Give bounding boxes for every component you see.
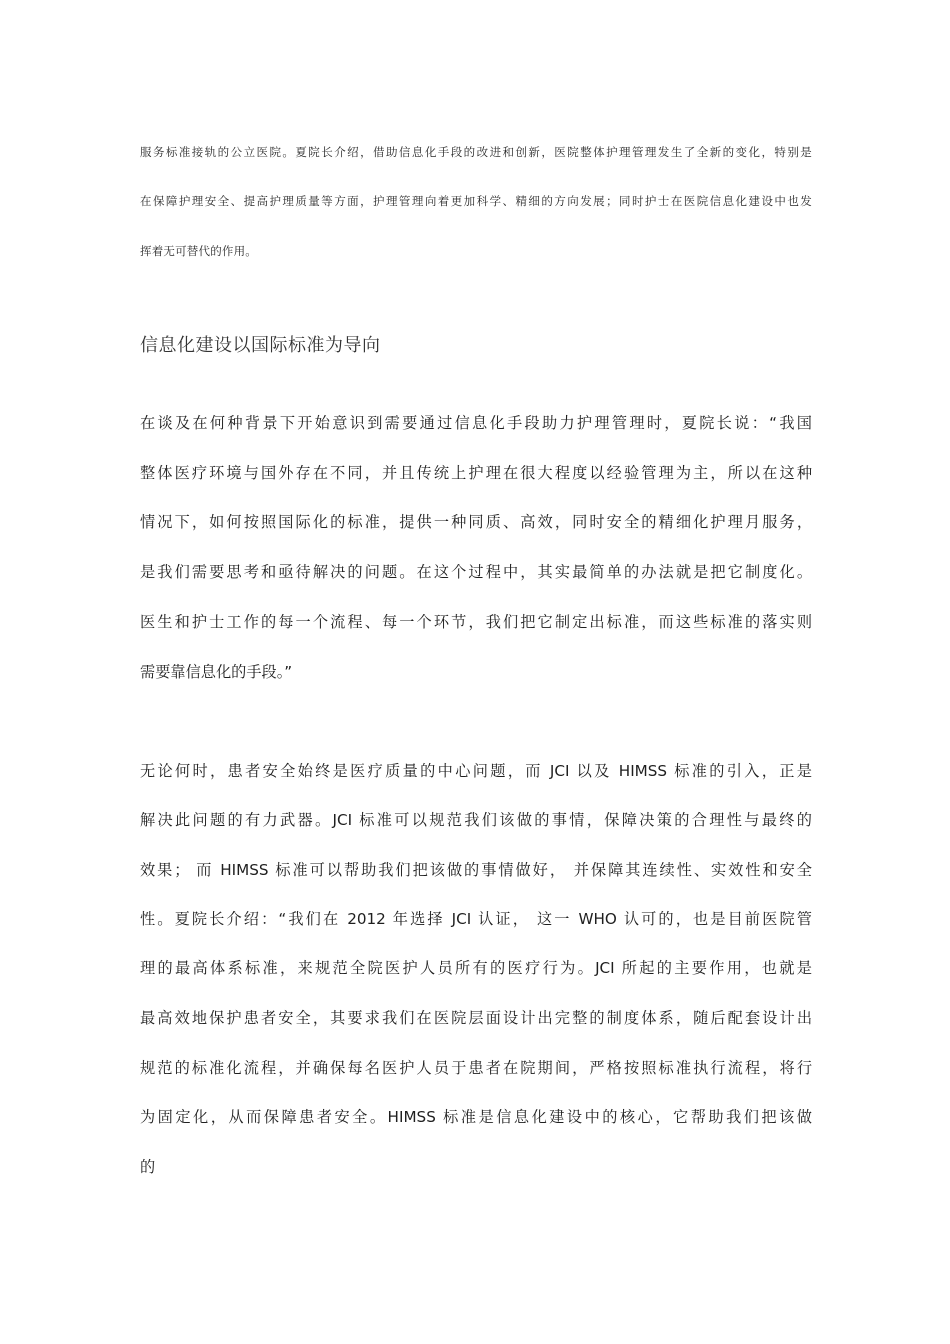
paragraph1-line-6: 需要靠信息化的手段。” — [140, 663, 293, 681]
paragraph1-line-3: 情况下，如何按照国际化的标准，提供一种同质、高效，同时安全的精细化护理月服务， — [140, 513, 812, 531]
paragraph1-line-2: 整体医疗环境与国外存在不同，并且传统上护理在很大程度以经验管理为主，所以在这种 — [140, 464, 812, 482]
paragraph2-line-4: 性。夏院长介绍：“我们在 2012 年选择 JCI 认证， 这一 WHO 认可的，也是目前医院管 — [140, 910, 812, 928]
paragraph2-line-7: 规范的标准化流程，并确保每名医护人员于患者在院期间，严格按照标准执行流程，将行 — [140, 1059, 812, 1077]
paragraph2-line-2: 解决此问题的有力武器。JCI 标准可以规范我们该做的事情，保障决策的合理性与最终的 — [140, 811, 812, 829]
section-heading: 信息化建设以国际标准为导向 — [140, 335, 381, 356]
intro-line-1: 服务标准接轨的公立医院。夏院长介绍，借助信息化手段的改进和创新，医院整体护理管理发生了全新的变化，特别是 — [140, 145, 812, 159]
intro-line-2: 在保障护理安全、提高护理质量等方面，护理管理向着更加科学、精细的方向发展；同时护士在医院信息化建设中也发 — [140, 194, 812, 208]
paragraph1-line-1: 在谈及在何种背景下开始意识到需要通过信息化手段助力护理管理时，夏院长说：“我国 — [140, 414, 812, 432]
paragraph2-line-9: 的 — [140, 1158, 156, 1176]
intro-line-3: 挥着无可替代的作用。 — [140, 244, 257, 258]
paragraph1-line-4: 是我们需要思考和亟待解决的问题。在这个过程中，其实最简单的办法就是把它制度化。 — [140, 563, 812, 581]
paragraph2-line-5: 理的最高体系标准，来规范全院医护人员所有的医疗行为。JCI 所起的主要作用，也就是 — [140, 959, 812, 977]
paragraph2-line-8: 为固定化，从而保障患者安全。HIMSS 标准是信息化建设中的核心，它帮助我们把该做 — [140, 1108, 812, 1126]
paragraph1-line-5: 医生和护士工作的每一个流程、每一个环节，我们把它制定出标准，而这些标准的落实则 — [140, 613, 812, 631]
document-page — [140, 0, 812, 1344]
paragraph2-line-3: 效果； 而 HIMSS 标准可以帮助我们把该做的事情做好， 并保障其连续性、实效性和安全 — [140, 861, 812, 879]
paragraph2-line-6: 最高效地保护患者安全，其要求我们在医院层面设计出完整的制度体系，随后配套设计出 — [140, 1009, 812, 1027]
paragraph2-line-1: 无论何时，患者安全始终是医疗质量的中心问题，而 JCI 以及 HIMSS 标准的引入，正是 — [140, 762, 812, 780]
